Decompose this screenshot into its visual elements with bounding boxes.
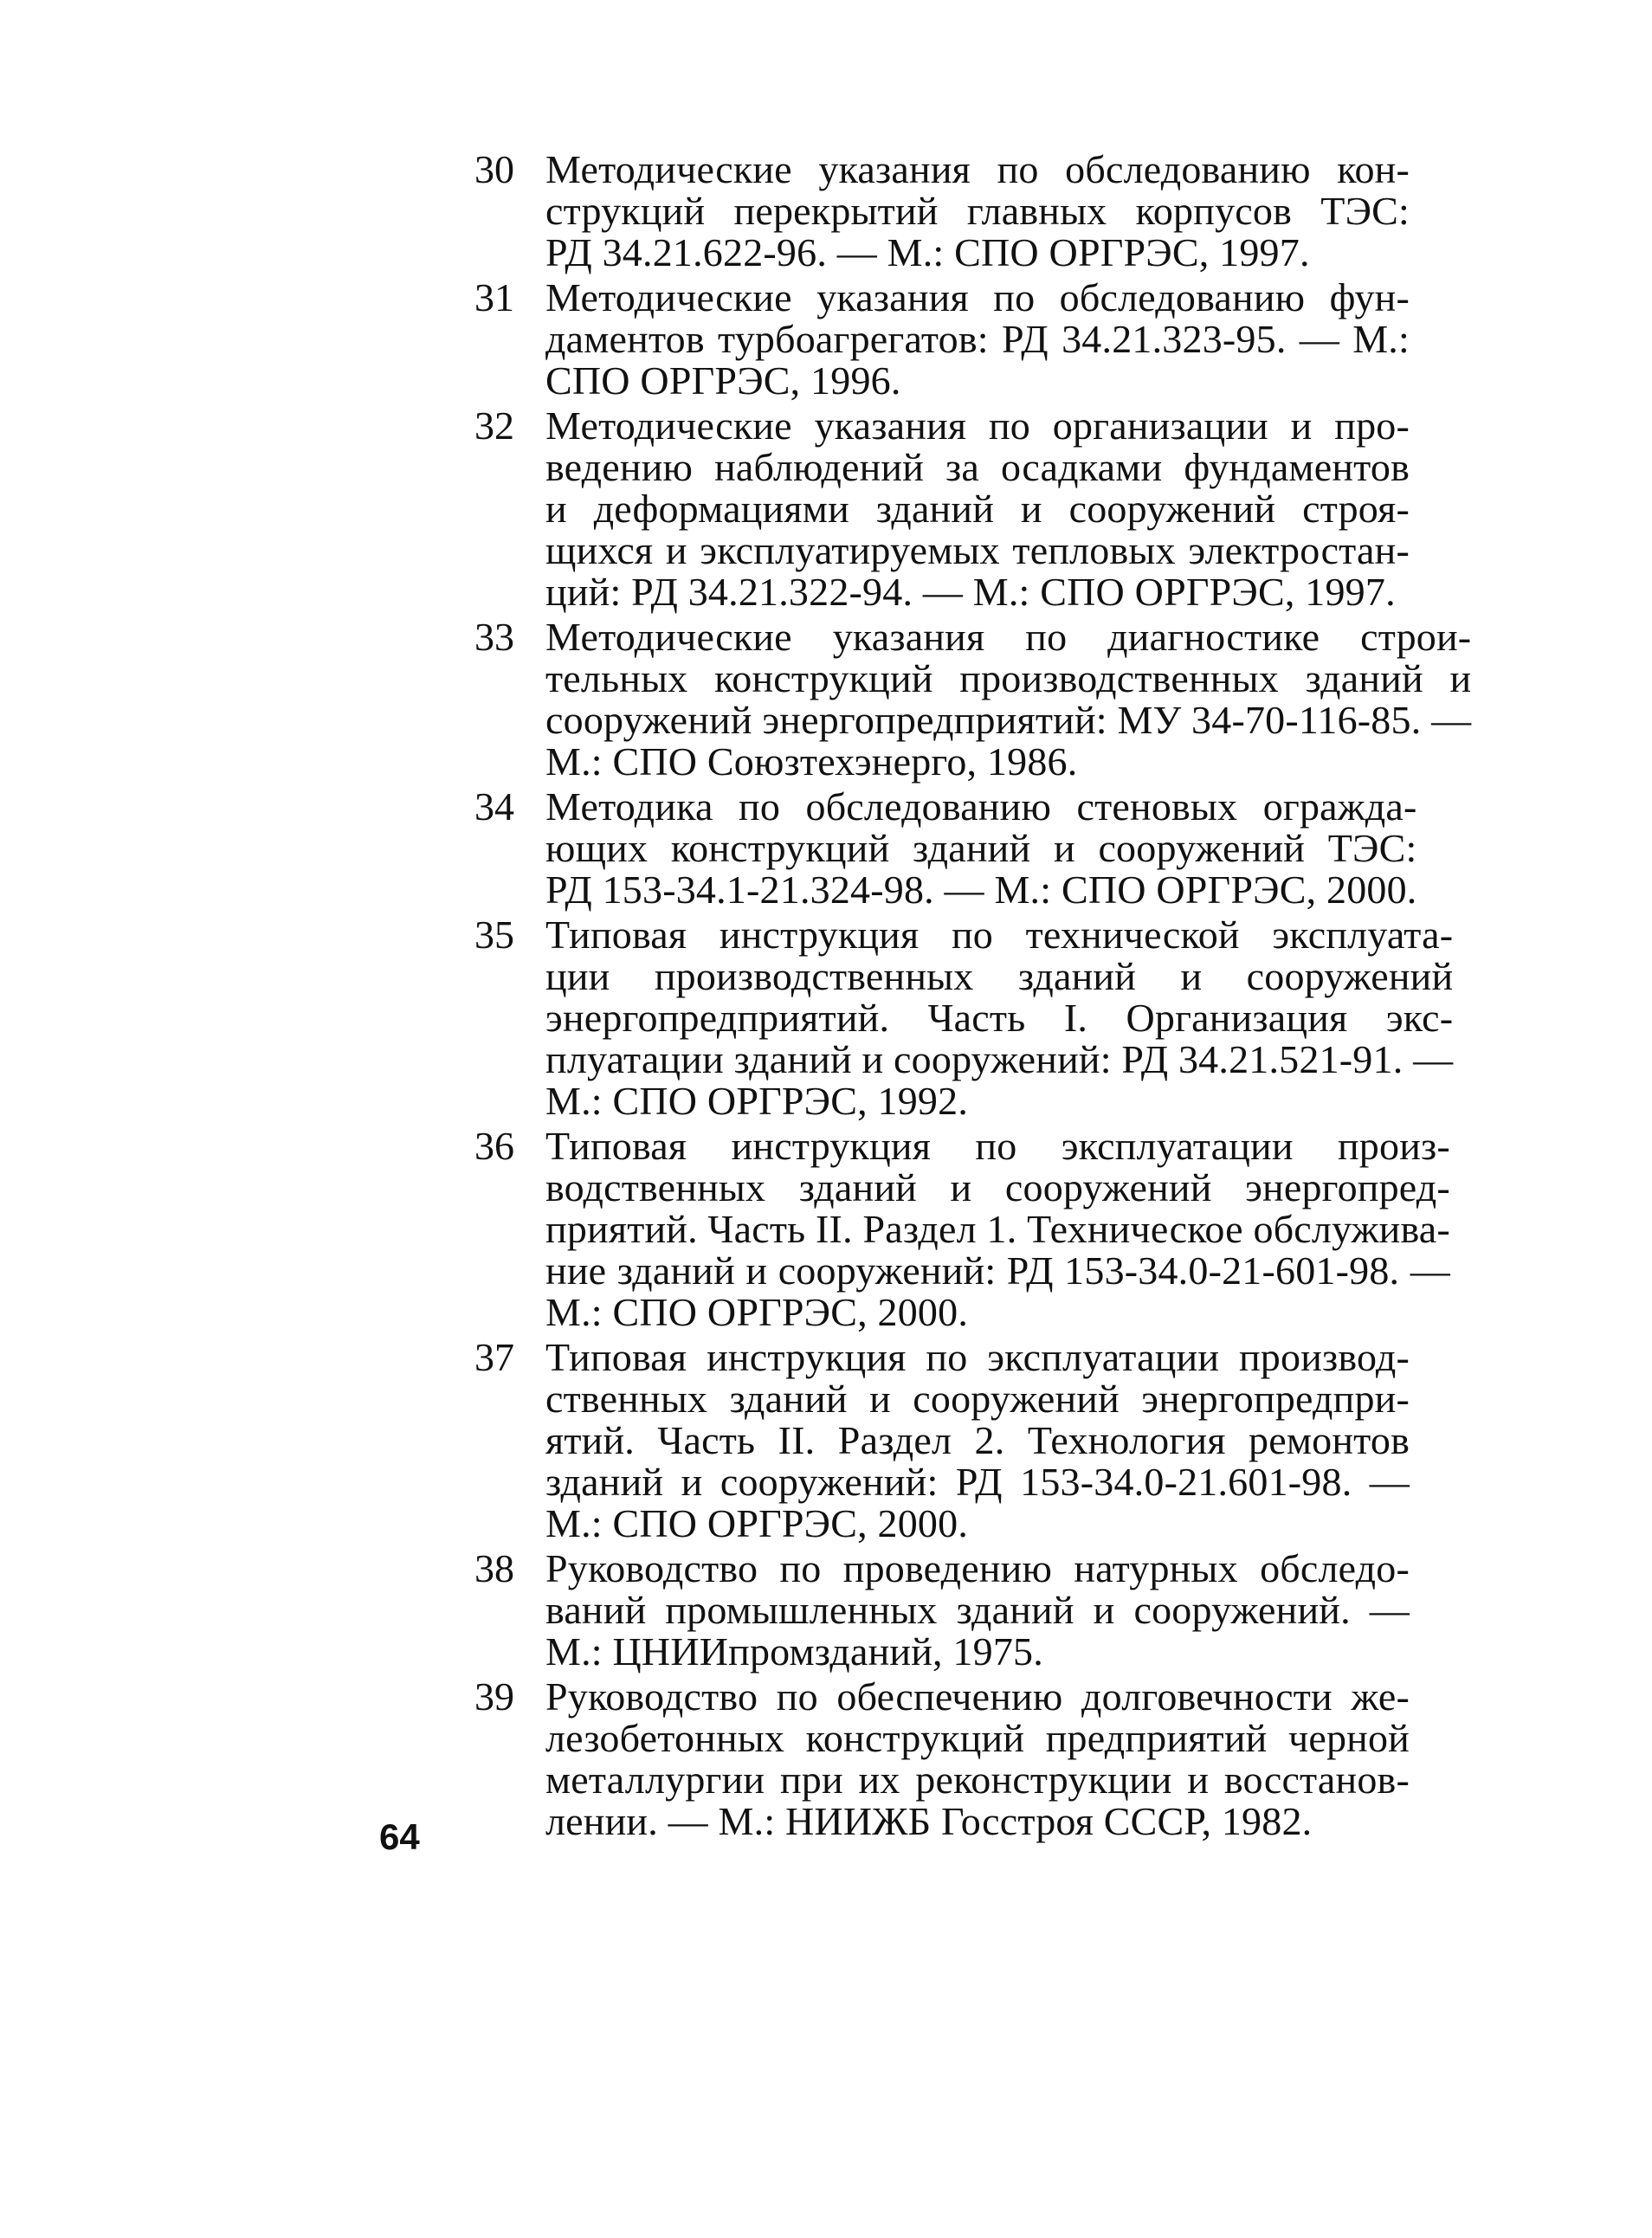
reference-line: Типовая инструкция по эксплуатации произ- [545,1124,1450,1168]
reference-text [545,149,1410,274]
reference-item [474,1676,1410,1842]
reference-line: приятий. Часть II. Раздел 1. Техническое обслужива- [545,1207,1450,1251]
reference-line: ющих конструкций зданий и сооружений ТЭС: [545,826,1417,870]
reference-line: и деформациями зданий и сооружений строя- [545,487,1410,531]
reference-item [474,1124,1450,1334]
reference-text [545,786,1417,911]
reference-line: ведению наблюдений за осадками фундаментов [545,445,1410,489]
reference-line: Типовая инструкция по эксплуатации производ- [545,1335,1410,1379]
reference-line: М.: ЦНИИпромзданий, 1975. [545,1629,1043,1674]
reference-item [474,615,1472,784]
reference-line: РД 153-34.1-21.324-98. — М.: СПО ОРГРЭС, 2000. [545,867,1417,912]
reference-item [474,277,1410,402]
reference-line: лении. — М.: НИИЖБ Госстроя СССР, 1982. [545,1799,1313,1843]
reference-item [474,784,1417,912]
reference-text [545,1337,1410,1545]
reference-line: РД 34.21.622-96. — М.: СПО ОРГРЭС, 1997. [545,230,1310,274]
reference-line: энергопредприятий. Часть I. Организация экс- [545,996,1454,1040]
reference-line: зданий и сооружений: РД 153-34.0-21.601-98. — [545,1460,1410,1504]
reference-number: 31 [474,275,514,319]
reference-number: 36 [474,1124,514,1168]
reference-line: даментов турбоагрегатов: РД 34.21.323-95. — М.: [545,317,1410,361]
page-number: 64 [379,1816,420,1857]
reference-line: Методика по обследованию стеновых огражда- [545,784,1417,829]
reference-text [545,405,1410,613]
reference-line: плуатации зданий и сооружений: РД 34.21.521-91. — [545,1037,1454,1081]
reference-number: 37 [474,1335,514,1379]
reference-number: 30 [474,147,514,191]
reference-line: Методические указания по диагностике строи- [545,615,1472,659]
reference-item [474,1337,1410,1545]
reference-number: 39 [474,1674,514,1719]
reference-line: сооружений энергопредприятий: МУ 34-70-116-85. — [545,698,1472,742]
reference-line: водственных зданий и сооружений энергопред- [545,1165,1450,1209]
reference-line: металлургии при их реконструкции и восстанов- [545,1758,1410,1802]
reference-line: Типовая инструкция по технической эксплуата- [545,913,1454,957]
reference-number: 33 [474,615,514,659]
reference-line: тельных конструкций производственных зданий и [545,656,1472,700]
reference-item [474,149,1410,274]
reference-item [474,405,1410,613]
reference-line: Методические указания по организации и про- [545,403,1410,448]
reference-list [474,147,1472,1846]
reference-line: Руководство по обеспечению долговечности же- [545,1674,1410,1719]
reference-number: 35 [474,913,514,957]
reference-text [545,1125,1450,1333]
reference-line: ние зданий и сооружений: РД 153-34.0-21-601-98. — [545,1248,1450,1293]
reference-text [545,1548,1410,1673]
reference-line: М.: СПО ОРГРЭС, 2000. [545,1501,969,1545]
reference-line: ций: РД 34.21.322-94. — М.: СПО ОРГРЭС, 1997. [545,570,1396,614]
reference-text [545,277,1410,402]
reference-line: М.: СПО Союзтехэнерго, 1986. [545,739,1078,784]
reference-number: 32 [474,403,514,448]
reference-line: ции производственных зданий и сооружений [545,954,1454,998]
reference-line: щихся и эксплуатируемых тепловых электростан- [545,528,1410,572]
reference-line: Методические указания по обследованию фун- [545,275,1410,319]
reference-line: лезобетонных конструкций предприятий черной [545,1716,1410,1760]
reference-line: ваний промышленных зданий и сооружений. — [545,1588,1410,1632]
reference-line: М.: СПО ОРГРЭС, 1992. [545,1079,969,1123]
reference-text [545,616,1471,783]
reference-line: ственных зданий и сооружений энергопредпри- [545,1377,1410,1421]
reference-line: М.: СПО ОРГРЭС, 2000. [545,1290,969,1334]
reference-text [545,914,1453,1122]
reference-text [545,1676,1410,1842]
reference-line: ятий. Часть II. Раздел 2. Технология ремонтов [545,1418,1410,1462]
reference-line: Методические указания по обследованию кон- [545,147,1410,191]
reference-number: 38 [474,1546,514,1590]
reference-line: Руководство по проведению натурных обследо- [545,1546,1410,1590]
reference-item [474,913,1454,1123]
reference-line: СПО ОРГРЭС, 1996. [545,358,901,403]
reference-item [474,1548,1410,1673]
reference-number: 34 [474,784,514,829]
reference-line: струкций перекрытий главных корпусов ТЭС: [545,189,1410,233]
